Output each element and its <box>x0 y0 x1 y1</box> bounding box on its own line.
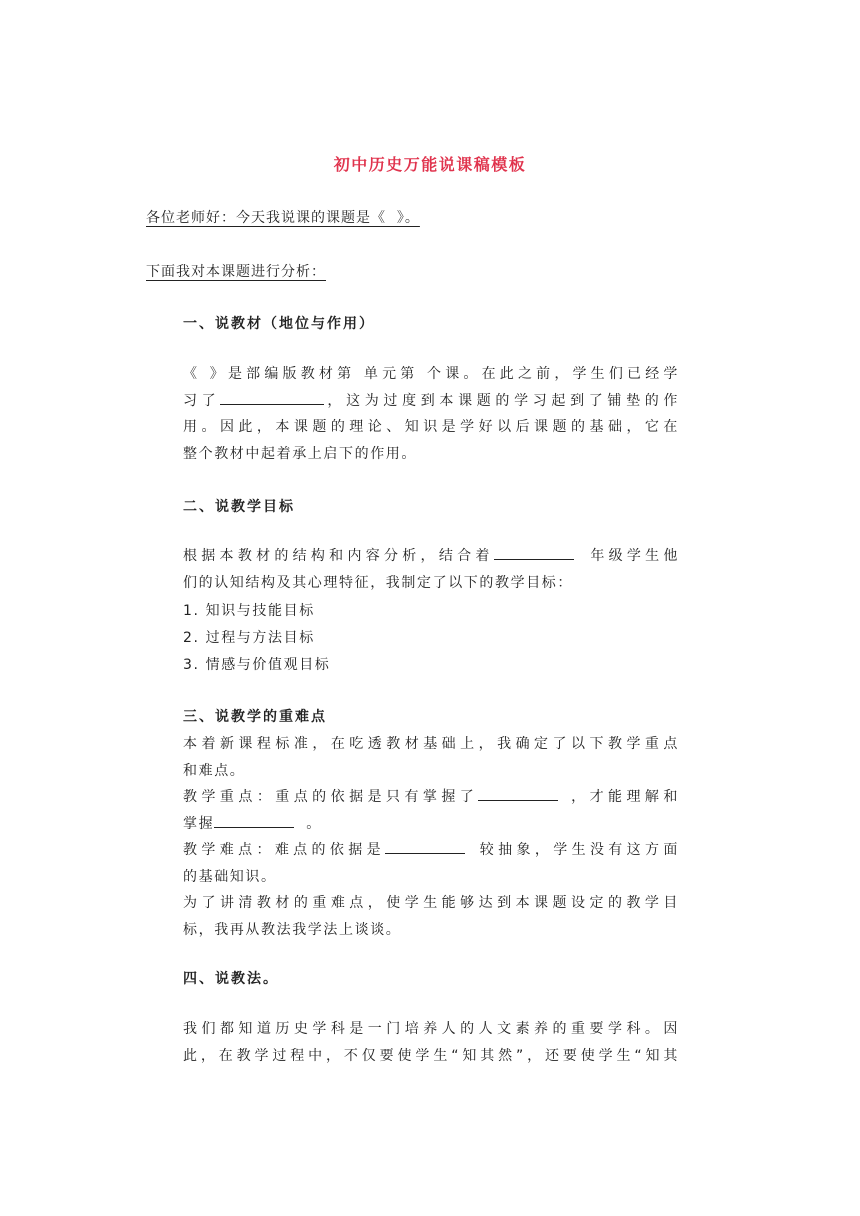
paragraph-line: 的基础知识。 <box>183 868 277 885</box>
goal-item-3: 3. 情感与价值观目标 <box>183 657 331 673</box>
paragraph-line: 本着新课程标准，在吃透教材基础上，我确定了以下教学重点 <box>183 736 679 752</box>
fill-blank <box>385 839 465 854</box>
paragraph-line: 《 》是部编版教材第 单元第 个课。在此之前，学生们已经学 <box>183 366 679 382</box>
section-heading-goals: 二、说教学目标 <box>183 499 295 515</box>
goal-item-2: 2. 过程与方法目标 <box>183 630 315 646</box>
intro-greeting: 各位老师好：今天我说课的课题是《 》。 <box>146 210 420 226</box>
paragraph-line: 们的认知结构及其心理特征，我制定了以下的教学目标： <box>183 574 573 591</box>
paragraph-line: 整个教材中起着承上启下的作用。 <box>183 445 417 462</box>
paragraph-line: 教学重点：重点的依据是只有掌握了 ，才能理解和 <box>183 784 679 811</box>
paragraph-line: 我们都知道历史学科是一门培养人的人文素养的重要学科。因 <box>183 1021 679 1037</box>
paragraph-textbook <box>183 361 679 467</box>
paragraph-line: 此，在教学过程中，不仅要使学生“知其然”，还要使学生“知其 <box>183 1047 679 1064</box>
fill-blank <box>214 813 294 828</box>
paragraph-key-points <box>183 731 679 943</box>
paragraph-line: 掌握 。 <box>183 811 679 838</box>
paragraph-line: 为了讲清教材的重难点，使学生能够达到本课题设定的教学目 <box>183 895 679 911</box>
paragraph-methods <box>183 1016 679 1069</box>
fill-blank <box>478 786 558 801</box>
section-heading-methods: 四、说教法。 <box>183 971 279 987</box>
paragraph-line: 用。因此，本课题的理论、知识是学好以后课题的基础，它在 <box>183 419 679 435</box>
intro-analysis: 下面我对本课题进行分析： <box>146 264 326 280</box>
fill-blank <box>220 390 324 405</box>
paragraph-goals <box>183 543 679 596</box>
paragraph-line: 和难点。 <box>183 762 246 779</box>
section-heading-key-points: 三、说教学的重难点 <box>183 709 327 725</box>
document-title: 初中历史万能说课稿模板 <box>333 155 527 174</box>
paragraph-line: 标，我再从教法我学法上谈谈。 <box>183 921 402 938</box>
section-heading-textbook: 一、说教材（地位与作用） <box>183 316 375 332</box>
paragraph-line: 教学难点：难点的依据是 较抽象，学生没有这方面 <box>183 837 679 864</box>
paragraph-line: 习了 ，这为过度到本课题的学习起到了铺垫的作 <box>183 388 679 415</box>
fill-blank <box>494 545 574 560</box>
paragraph-line: 根据本教材的结构和内容分析，结合着 年级学生他 <box>183 543 679 570</box>
goal-item-1: 1. 知识与技能目标 <box>183 603 315 619</box>
